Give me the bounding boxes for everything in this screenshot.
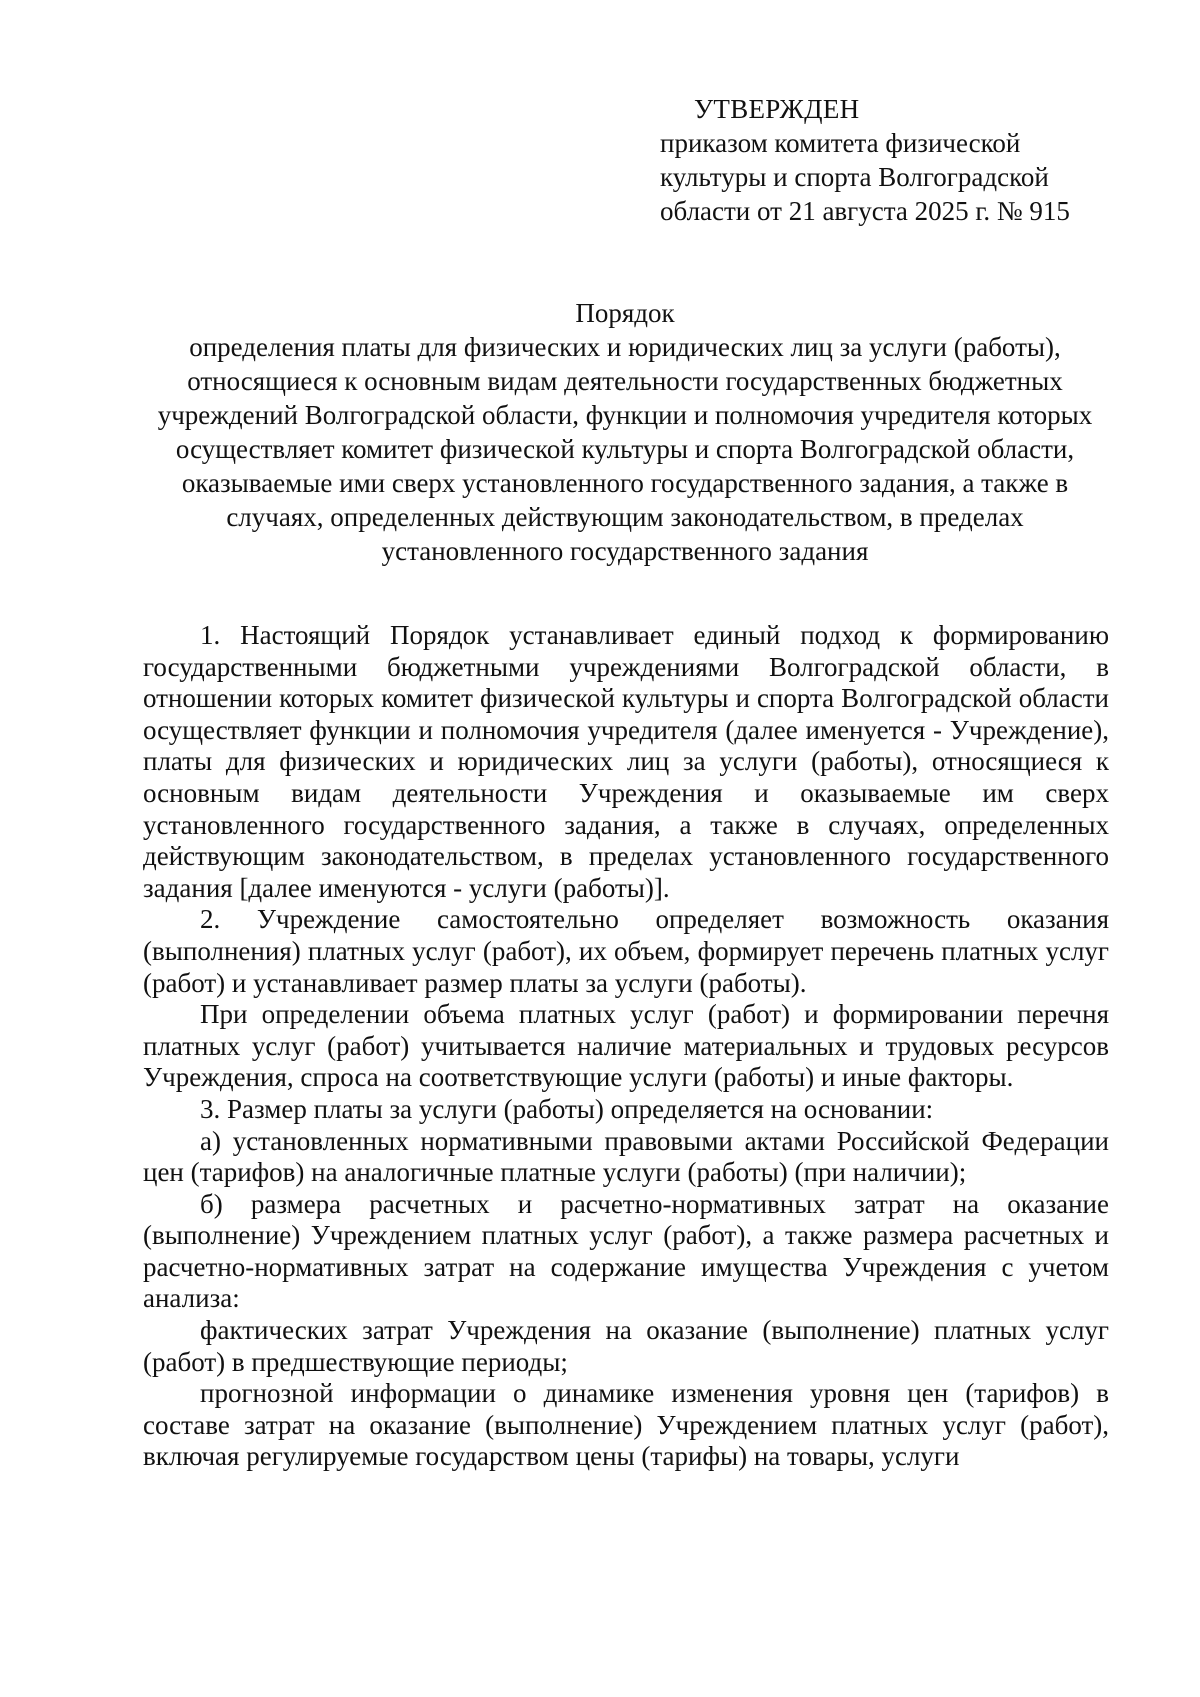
paragraph-3-item-b-analysis-2: прогнозной информации о динамике изменения уровня цен (тарифов) в составе затрат на оказание (выполнение) Учреждением платных услуг (работ), включая регулируемые государством цены (тарифы) на товары, услуги (143, 1378, 1109, 1472)
paragraph-1: 1. Настоящий Порядок устанавливает единый подход к формированию государственными бюджетными учреждениями Волгоградской области, в отношении которых комитет физической культуры и спорта Волгоградской области осуществляет функции и полномочия учредителя (далее именуется - Учреждение), платы для физических и юридических лиц за услуги (работы), относящиеся к основным видам деятельности Учреждения и оказываемые им сверх установленного государственного задания, а также в случаях, определенных действующим законодательством, в пределах установленного государственного задания [далее именуются - услуги (работы)]. (143, 620, 1109, 903)
paragraph-3-item-a: а) установленных нормативными правовыми актами Российской Федерации цен (тарифов) на аналогичные платные услуги (работы) (при наличии); (143, 1125, 1109, 1188)
paragraph-2-continued: При определении объема платных услуг (работ) и формировании перечня платных услуг (работ) учитывается наличие материальных и трудовых ресурсов Учреждения, спроса на соответствующие услуги (работы) и иные факторы. (143, 999, 1109, 1093)
paragraph-3-item-b: б) размера расчетных и расчетно-нормативных затрат на оказание (выполнение) Учреждением платных услуг (работ), а также размера расчетных и расчетно-нормативных затрат на содержание имущества Учреждения с учетом анализа: (143, 1188, 1109, 1314)
document-body (143, 620, 1109, 1473)
approval-order-reference: приказом комитета физической культуры и спорта Волгоградской области от 21 августа 2025 г. № 915 (660, 128, 1070, 226)
approval-stamp-block (660, 92, 1120, 228)
paragraph-3-item-b-analysis-1: фактических затрат Учреждения на оказание (выполнение) платных услуг (работ) в предшествующие периоды; (143, 1315, 1109, 1377)
paragraph-3: 3. Размер платы за услуги (работы) определяется на основании: (200, 1093, 934, 1124)
document-title: Порядок (575, 298, 675, 328)
document-subtitle: определения платы для физических и юридических лиц за услуги (работы), относящиеся к основным видам деятельности государственных бюджетных учреждений Волгоградской области, функции и полномочия учредителя которых осуществляет комитет физической культуры и спорта Волгоградской области, оказываемые ими сверх установленного государственного задания, а также в случаях, определенных действующим законодательством, в пределах установленного государственного задания (157, 332, 1093, 566)
document-title-block (140, 296, 1110, 568)
paragraph-2: 2. Учреждение самостоятельно определяет возможность оказания (выполнения) платных услуг (работ), их объем, формирует перечень платных услуг (работ) и устанавливает размер платы за услуги (работы). (143, 904, 1109, 998)
approval-heading: УТВЕРЖДЕН (694, 94, 860, 124)
